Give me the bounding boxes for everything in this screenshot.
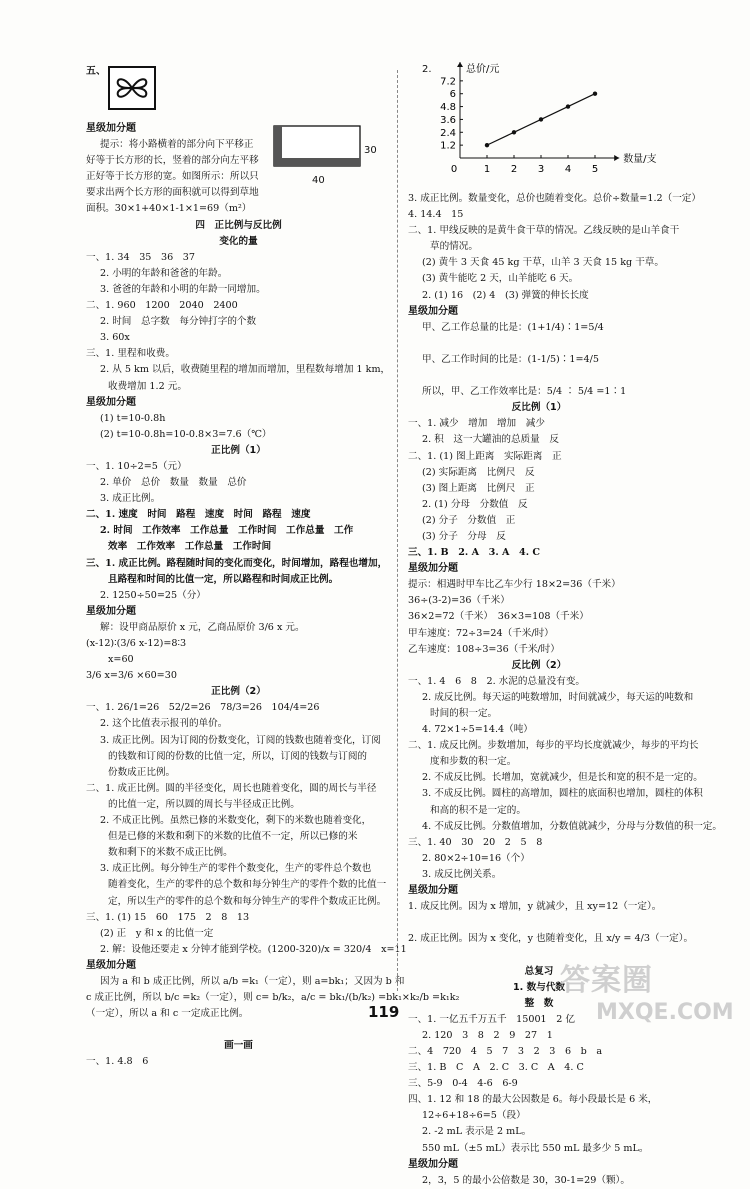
answer-line: 时间的积一定。 <box>430 708 498 719</box>
answer-line: 一、1. 26/1=26 52/2=26 78/3=26 104/4=26 <box>86 702 320 714</box>
answer-line: 三、5-9 0-4 4-6 6-9 <box>408 1078 518 1090</box>
x-tick-label: 5 <box>591 164 599 175</box>
section-heading: 正比例（1） <box>211 444 266 456</box>
watermark-url: MXQE.COM <box>596 1000 734 1025</box>
answer-line: 2. -2 mL 表示是 2 mL。 <box>422 1126 532 1138</box>
path-diagram-side-label: 30 <box>364 145 377 156</box>
answer-line: 2. 80×2÷10=16（个） <box>422 852 530 864</box>
bonus-heading: 星级加分题 <box>86 396 136 408</box>
answer-line: (x-12)∶(3/6 x-12)=8∶3 <box>86 638 187 649</box>
answer-line: (2) 分子 分数值 正 <box>422 514 516 526</box>
section-heading: 1. 数与代数 <box>512 981 566 993</box>
y-tick-label: 2.4 <box>440 127 456 139</box>
answer-line: 三、1. 40 30 20 2 5 8 <box>408 836 543 848</box>
bonus-heading: 星级加分题 <box>86 959 136 971</box>
answer-line: 的钱数和订阅的份数的比值一定，所以，订阅的钱数与订阅的 <box>108 750 368 762</box>
answer-line: (3) 图上距离 比例尺 正 <box>422 482 535 494</box>
answer-line: 好等于长方形的长，竖着的部分向左平移 <box>86 155 259 167</box>
answer-line: 效率 工作效率 工作总量 工作时间 <box>108 541 272 553</box>
answer-line: (3) 分子 分母 反 <box>422 530 506 542</box>
y-tick-label: 7.2 <box>440 76 456 88</box>
origin-label: 0 <box>450 164 458 175</box>
answer-line: (2) t=10-0.8h=10-0.8×3=7.6（℃） <box>100 428 272 440</box>
answer-line: 3. 成正比例。因为订阅的份数变化，订阅的钱数也随着变化，订阅 <box>100 734 381 746</box>
section-heading: 画一画 <box>224 1040 253 1052</box>
answer-line: 二、4 720 4 5 7 3 2 3 6 b a <box>408 1045 603 1057</box>
answer-line: 36×2=72（千米） 36×3=108（千米） <box>408 611 589 623</box>
answer-line: 2，3，5 的最小公倍数是 30，30-1=29（颗）。 <box>422 1174 630 1186</box>
answer-line: 550 mL（±5 mL）表示比 550 mL 最多少 5 mL。 <box>422 1142 649 1154</box>
answer-line: 因为 a 和 b 成正比例，所以 a/b =k₁（一定），则 a=bk₁；又因为 b 和 <box>100 975 405 987</box>
answer-line: 二、1. (1) 图上距离 实际距离 正 <box>408 450 562 462</box>
answer-line <box>408 368 670 384</box>
answer-line: 正好等于长方形的宽。如图所示：所以只 <box>86 171 259 183</box>
answer-line: 甲车速度：72÷3=24（千米/时） <box>408 627 554 639</box>
answer-line: (2) 实际距离 比例尺 反 <box>422 466 535 478</box>
x-tick-label: 4 <box>564 164 572 175</box>
y-axis-arrow <box>457 62 463 67</box>
data-point <box>485 143 489 147</box>
answer-line <box>86 1022 391 1038</box>
answer-line: 2. 小明的年龄和爸爸的年龄。 <box>100 267 228 279</box>
answer-line: 3. 爸爸的年龄和小明的年龄一同增加。 <box>100 283 266 295</box>
answer-line: 2. 单价 总价 数量 数量 总价 <box>100 477 247 489</box>
watermark-logo: 答案圈 <box>560 963 653 998</box>
answer-line: 份数成正比例。 <box>108 766 176 778</box>
answer-line: 2. 解：设他还要走 x 分钟才能到学校。(1200-320)/x = 320/4 x=11 <box>100 943 407 955</box>
answer-line: 2. 时间 工作效率 工作总量 工作时间 工作总量 工作 <box>100 525 354 537</box>
page-number: 119 <box>368 1003 400 1021</box>
answer-line: 和高的积不是一定的。 <box>430 804 526 816</box>
answer-line: 2. 不成反比例。长增加，宽就减少，但是长和宽的积不是一定的。 <box>422 772 703 784</box>
y-tick-label: 6 <box>449 89 456 101</box>
answer-line: 3. 成正比例。每分钟生产的零件个数变化，生产的零件总个数也 <box>100 863 372 875</box>
section-heading: 变化的量 <box>219 235 258 247</box>
answer-line: 甲、乙工作总量的比是：(1+1/4)∶1=5/4 <box>422 321 604 333</box>
answer-line: 三、1. 成正比例。路程随时间的变化而变化，时间增加，路程也增加， <box>86 557 388 569</box>
answer-line: 2. (1) 16 (2) 4 (3) 弹簧的伸长长度 <box>422 289 589 301</box>
answer-line: 草的情况。 <box>430 241 478 253</box>
answer-line: 一、1. 10÷2=5（元） <box>86 460 187 472</box>
price-quantity-chart <box>440 58 680 188</box>
bonus-heading: 星级加分题 <box>408 885 458 897</box>
x-axis-title: 数量/支 <box>623 154 657 165</box>
answer-line: 2. 成反比例。每天运的吨数增加，时间就减少，每天运的吨数和 <box>422 691 694 703</box>
answer-line: c 成正比例，所以 b/c =k₂（一定），则 c= b/k₂，a/c = bk₁/(b/k₂) =bk₁×k₂/b =k₁k₂ <box>86 992 460 1004</box>
answer-line: 乙车速度：108÷3=36（千米/时） <box>408 643 560 655</box>
y-tick-label: 4.8 <box>440 102 456 114</box>
answer-line: 甲、乙工作时间的比是：(1-1/5)∶1=4/5 <box>422 353 599 365</box>
section-heading: 反比例（1） <box>511 402 567 414</box>
answer-line: 二、1. 甲线反映的是黄牛食干草的情况。乙线反映的是山羊食干 <box>408 225 680 237</box>
answer-line: 1. 成反比例。因为 x 增加，y 就减少，且 xy=12（一定）。 <box>408 901 662 913</box>
y-tick-label: 1.2 <box>440 140 456 152</box>
answer-line: 随着变化，生产的零件的总个数和每分钟生产的零件个数的比值一 <box>108 879 387 891</box>
answer-line: 3/6 x=3/6 ×60=30 <box>86 670 177 682</box>
answer-line <box>408 336 670 352</box>
answer-line: 3. 成正比例。数量变化，总价也随着变化。总价÷数量=1.2（一定） <box>408 193 701 204</box>
answer-line: 2. 1250÷50=25（分） <box>100 589 206 601</box>
answer-line: 3. 60x <box>100 332 130 344</box>
section-heading: 四 正比例与反比例 <box>195 219 282 231</box>
answer-line: 2. 这个比值表示报刊的单价。 <box>100 718 228 730</box>
answer-line: 二、1. 960 1200 2040 2400 <box>86 300 238 312</box>
data-point <box>539 117 543 121</box>
answer-line: (3) 黄牛能吃 2 天，山羊能吃 6 天。 <box>422 273 579 285</box>
answer-line: 三、1. B 2. A 3. A 4. C <box>408 547 541 559</box>
answer-line: 四、1. 12 和 18 的最大公因数是 6。每小段最长是 6 米， <box>408 1094 658 1106</box>
answer-line: 二、1. 成反比例。步数增加，每步的平均长度就减少，每步的平均长 <box>408 740 699 752</box>
bonus-heading: 星级加分题 <box>408 563 458 575</box>
answer-line: 2. 时间 总字数 每分钟打字的个数 <box>100 316 257 328</box>
answer-line: 36÷(3-2)=36（千米） <box>408 595 510 607</box>
answer-line: 面积。30×1+40×1-1×1=69（m²） <box>86 203 252 215</box>
answer-line: 提示：相遇时甲车比乙车少行 18×2=36（千米） <box>408 579 621 591</box>
x-tick-label: 1 <box>483 164 491 175</box>
answer-line: 但是已修的米数和剩下的米数的比值不一定，所以已修的米 <box>108 831 358 843</box>
answer-line: 2. 成正比例。因为 x 变化，y 也随着变化，且 x/y = 4/3（一定）。 <box>408 933 694 945</box>
answer-line: 4. 14.4 15 <box>408 209 464 221</box>
answer-line: 数和剩下的米数不成正比例。 <box>108 847 233 859</box>
answer-line: （一定），所以 a 和 c 一定成正比例。 <box>86 1008 249 1020</box>
answer-line: 所以，甲、乙工作效率比是：5/4 ∶ 5/4 =1∶1 <box>422 386 627 398</box>
answer-line: 提示：将小路横着的部分向下平移正 <box>100 139 254 151</box>
bonus-heading: 星级加分题 <box>86 123 136 134</box>
answer-line: 一、1. 减少 增加 增加 减少 <box>408 418 545 430</box>
answer-line: 要求出两个长方形的面积就可以得到草地 <box>86 187 259 199</box>
right-column <box>408 191 723 1189</box>
answer-line: 二、1. 速度 时间 路程 速度 时间 路程 速度 <box>86 509 311 521</box>
answer-line: 12÷6+18÷6=5（段） <box>422 1110 526 1122</box>
answer-line: 三、1. (1) 15 60 175 2 8 13 <box>86 911 250 923</box>
answer-line: 一、1. 一亿五千万五千 15001 2 亿 <box>408 1013 576 1025</box>
answer-line: 4. 72×1÷5=14.4（吨） <box>422 724 533 736</box>
section-heading: 正比例（2） <box>211 686 266 698</box>
answer-line: 三、1. 里程和收费。 <box>86 348 175 360</box>
x-axis-arrow <box>614 155 619 161</box>
answer-line: 三、1. B C A 2. C 3. C A 4. C <box>408 1062 584 1074</box>
x-tick-label: 3 <box>537 164 545 175</box>
answer-line: 2. (1) 分母 分数值 反 <box>422 498 528 510</box>
bonus-heading: 星级加分题 <box>408 305 458 317</box>
answer-line: 一、1. 4 6 8 2. 水泥的总量没有变。 <box>408 675 586 687</box>
path-diagram-bottom-label: 40 <box>312 175 325 186</box>
answer-line: 且路程和时间的比值一定，所以路程和时间成正比例。 <box>108 573 339 585</box>
answer-line: x=60 <box>108 654 134 666</box>
section-heading: 总复习 <box>524 965 554 977</box>
y-tick-label: 3.6 <box>440 114 456 126</box>
answer-line: 2. 120 3 8 2 9 27 1 <box>422 1029 553 1041</box>
data-point <box>566 104 570 108</box>
answer-line: 的比值一定，所以圆的周长与半径成正比例。 <box>108 798 300 810</box>
answer-line: 2. 不成正比例。虽然已修的米数变化，剩下的米数也随着变化， <box>100 815 372 827</box>
answer-line: (2) 正 y 和 x 的比值一定 <box>100 927 214 939</box>
answer-line: 定，所以生产的零件的总个数和每分钟生产的零件个数成正比例。 <box>108 895 387 907</box>
section-heading: 整 数 <box>524 997 554 1009</box>
answer-line: 二、1. 成正比例。圆的半径变化，周长也随着变化，圆的周长与半径 <box>86 782 377 794</box>
section-heading: 反比例（2） <box>511 659 567 671</box>
answer-line: 3. 不成反比例。圆柱的高增加，圆柱的底面积也增加，圆柱的体积 <box>422 788 703 800</box>
answer-line: 一、1. 4.8 6 <box>86 1056 149 1068</box>
y-axis-title: 总价/元 <box>466 64 500 75</box>
answer-line: 一、1. 34 35 36 37 <box>86 251 196 263</box>
answer-line: 度和步数的积一定。 <box>430 756 517 768</box>
bonus-heading: 星级加分题 <box>86 605 136 617</box>
answer-line: 收费增加 1.2 元。 <box>108 380 187 392</box>
answer-line: 3. 成反比例关系。 <box>422 868 502 880</box>
answer-line: 3. 成正比例。 <box>100 493 161 505</box>
data-point <box>593 92 597 96</box>
answer-line: 解：设甲商品原价 x 元，乙商品原价 3/6 x 元。 <box>100 621 305 633</box>
answer-line: 2. 积 这一大罐油的总质量 反 <box>422 434 559 446</box>
graph-question-label: 2. <box>422 64 432 75</box>
answer-line <box>408 915 670 931</box>
q5-label: 五、 <box>86 66 106 77</box>
answer-line: 2. 从 5 km 以后，收费随里程的增加而增加，里程数每增加 1 km， <box>100 364 391 376</box>
flower-figure <box>108 66 156 110</box>
data-point <box>512 130 516 134</box>
x-tick-label: 2 <box>510 164 518 175</box>
answer-line: 4. 不成反比例。分数值增加，分数值就减少，分母与分数值的积一定。 <box>422 820 723 832</box>
column-divider <box>397 70 398 991</box>
answer-line: (1) t=10-0.8h <box>100 412 166 424</box>
bonus-heading: 星级加分题 <box>408 1158 458 1170</box>
answer-line: (2) 黄牛 3 天食 45 kg 干草，山羊 3 天食 15 kg 干草。 <box>422 257 664 269</box>
